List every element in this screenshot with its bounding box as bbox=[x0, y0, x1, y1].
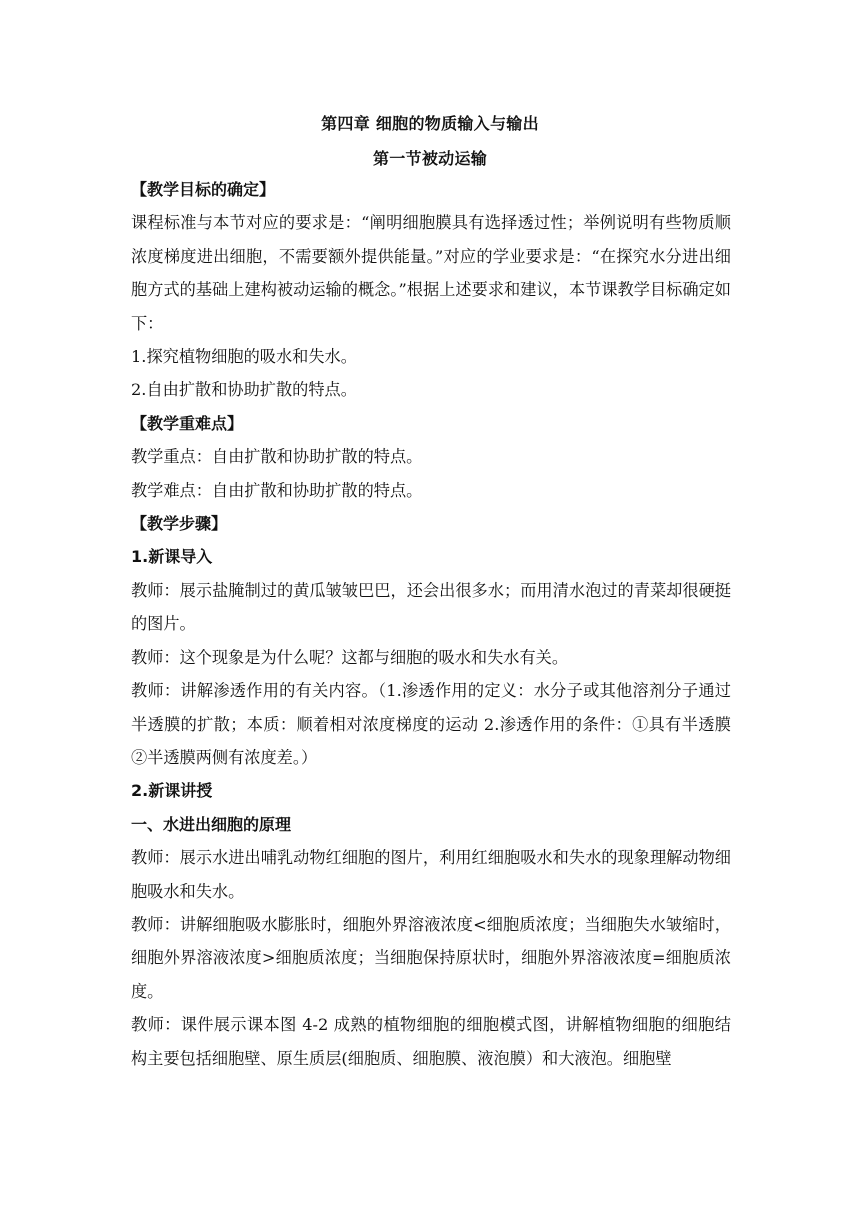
paragraph: 教师：展示盐腌制过的黄瓜皱皱巴巴，还会出很多水；而用清水泡过的青菜却很硬挺的图片。 bbox=[131, 580, 731, 634]
step2-heading: 2.新课讲授 bbox=[131, 781, 213, 801]
document-body bbox=[131, 173, 731, 1075]
steps-heading: 【教学步骤】 bbox=[131, 514, 228, 534]
paragraph: 教师：展示水进出哺乳动物红细胞的图片，利用红细胞吸水和失水的现象理解动物细胞吸水和失水。 bbox=[131, 848, 731, 901]
objective-item: 2.自由扩散和协助扩散的特点。 bbox=[131, 380, 357, 400]
keypoints-heading: 【教学重难点】 bbox=[131, 413, 244, 433]
keypoint-text: 教学重点：自由扩散和协助扩散的特点。 bbox=[131, 447, 423, 467]
part1-heading: 一、水进出细胞的原理 bbox=[131, 814, 292, 834]
objectives-heading: 【教学目标的确定】 bbox=[131, 180, 276, 199]
objectives-intro: 课程标准与本节对应的要求是：“阐明细胞膜具有选择透过性；举例说明有些物质顺浓度梯度进出细胞，不需要额外提供能量。”对应的学业要求是：“在探究水分进出细胞方式的基础上建构被动运输的概念。”根据上述要求和建议，本节课教学目标确定如下： bbox=[131, 213, 731, 333]
section-title: 第一节被动运输 bbox=[372, 149, 488, 168]
paragraph: 教师：讲解渗透作用的有关内容。（1.渗透作用的定义：水分子或其他溶剂分子通过半透膜的扩散；本质：顺着相对浓度梯度的运动 2.渗透作用的条件：①具有半透膜 ②半透膜两侧有浓度差。） bbox=[131, 681, 731, 767]
objective-item: 1.探究植物细胞的吸水和失水。 bbox=[131, 347, 357, 367]
chapter-title: 第四章 细胞的物质输入与输出 bbox=[321, 114, 539, 133]
step1-heading: 1.新课导入 bbox=[131, 547, 213, 567]
paragraph: 教师：这个现象是为什么呢？这都与细胞的吸水和失水有关。 bbox=[131, 647, 569, 667]
paragraph: 教师：课件展示课本图 4-2 成熟的植物细胞的细胞模式图，讲解植物细胞的细胞结构主要包括细胞壁、原生质层(细胞质、细胞膜、液泡膜）和大液泡。细胞壁 bbox=[131, 1015, 731, 1068]
difficulty-text: 教学难点：自由扩散和协助扩散的特点。 bbox=[131, 480, 423, 500]
paragraph: 教师：讲解细胞吸水膨胀时，细胞外界溶液浓度<细胞质浓度；当细胞失水皱缩时，细胞外界溶液浓度>细胞质浓度；当细胞保持原状时，细胞外界溶液浓度=细胞质浓度。 bbox=[131, 914, 731, 1001]
